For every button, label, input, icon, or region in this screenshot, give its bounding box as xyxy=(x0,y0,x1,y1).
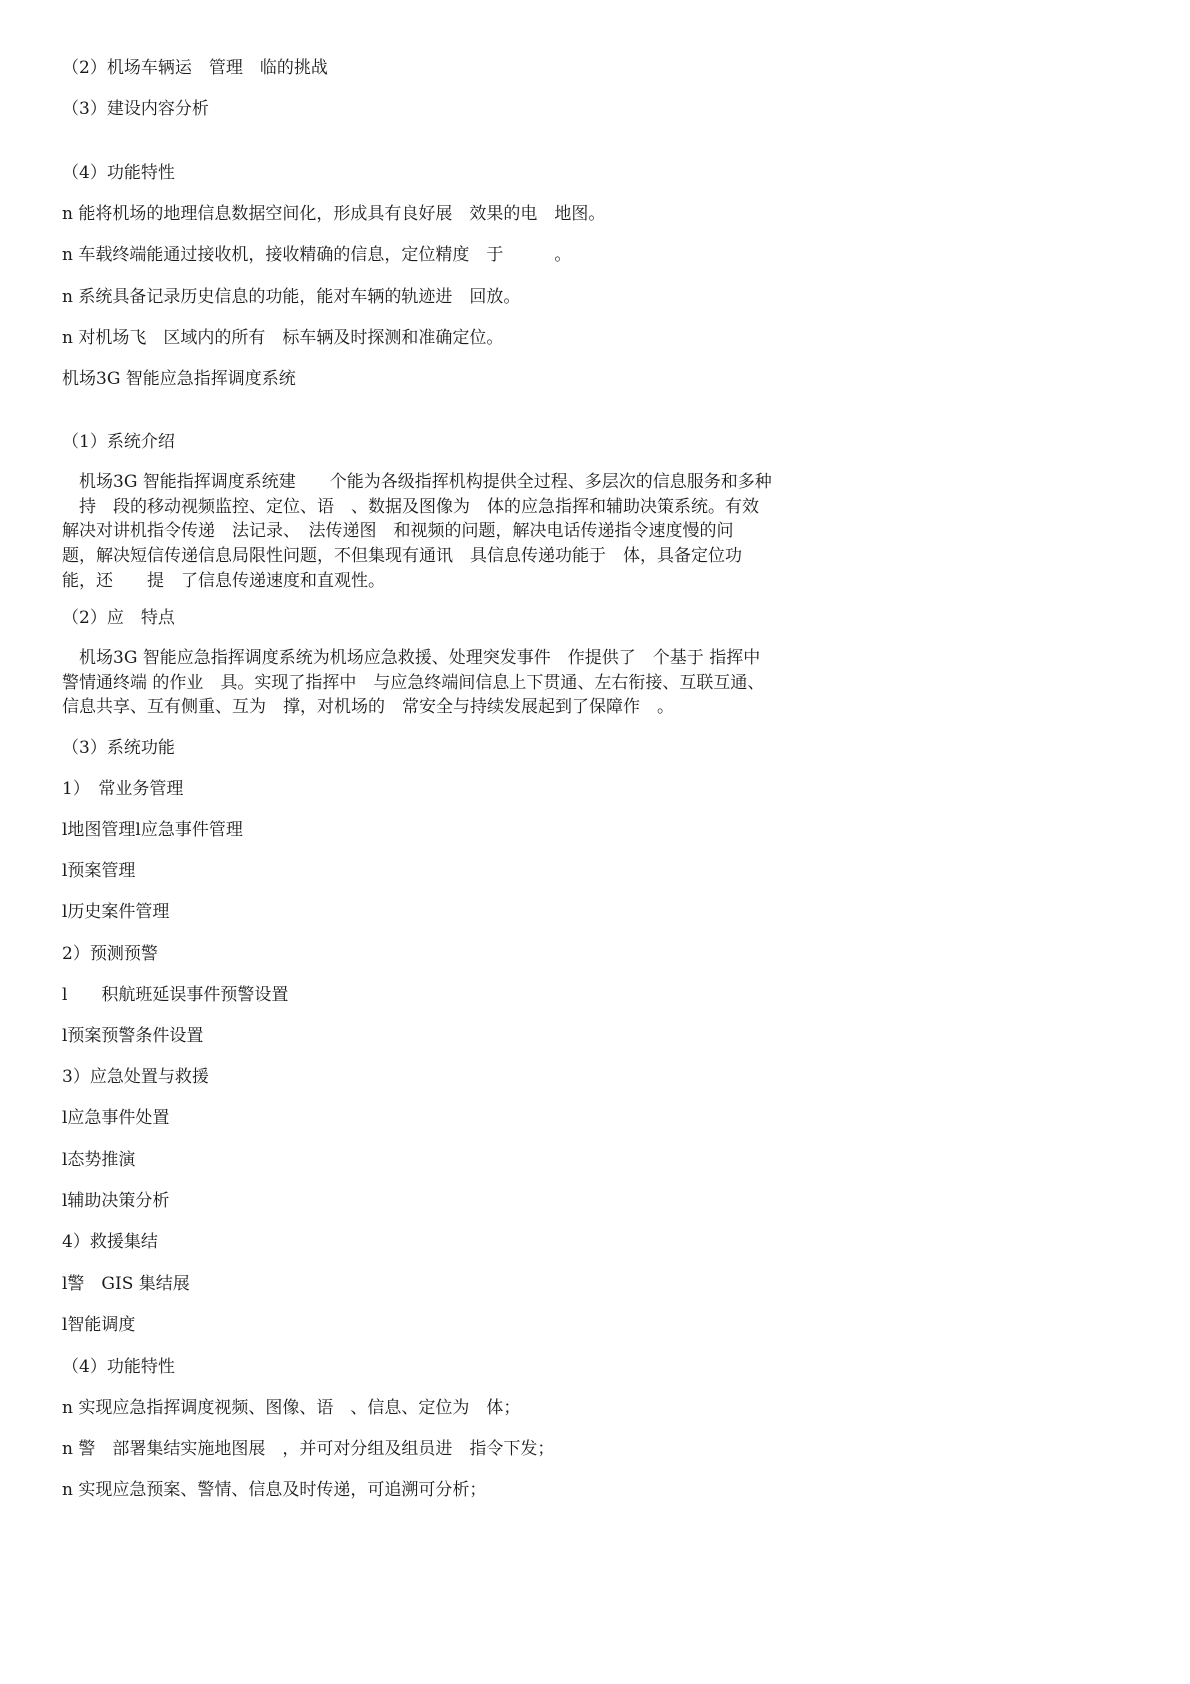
paragraph-line: 警情通终端 的作业 具。实现了指挥中 与应急终端间信息上下贯通、左右衔接、互联互通、 xyxy=(62,672,765,693)
heading-construction-analysis: （3）建设内容分析 xyxy=(62,99,209,119)
heading-features-2: （4）功能特性 xyxy=(62,1357,175,1377)
list-item: l应急事件处置 xyxy=(62,1108,170,1128)
bullet-item: n 实现应急预案、警情、信息及时传递，可追溯可分析； xyxy=(62,1480,487,1500)
list-item: 2）预测预警 xyxy=(62,944,158,964)
bullet-item: n 车载终端能通过接收机，接收精确的信息，定位精度 于 。 xyxy=(62,245,572,265)
intro-paragraph xyxy=(62,470,862,594)
heading-system-functions: （3）系统功能 xyxy=(62,738,175,758)
paragraph-line: 持 段的移动视频监控、定位、语 、数据及图像为 体的应急指挥和辅助决策系统。有效 xyxy=(62,496,759,517)
bullet-item: n 警 部署集结实施地图展 ，并可对分组及组员进 指令下发； xyxy=(62,1439,555,1459)
bullet-item: n 能将机场的地理信息数据空间化，形成具有良好展 效果的电 地图。 xyxy=(62,204,606,224)
list-item: l态势推演 xyxy=(62,1150,136,1170)
heading-application-features: （2）应 特点 xyxy=(62,608,175,628)
list-item: 4）救援集结 xyxy=(62,1232,158,1252)
list-item: l警 GIS 集结展 xyxy=(62,1274,190,1294)
heading-features-1: （4）功能特性 xyxy=(62,163,175,183)
list-item: l预案管理 xyxy=(62,861,136,881)
paragraph-line: 机场3G 智能指挥调度系统建 个能为各级指挥机构提供全过程、多层次的信息服务和多种 xyxy=(62,472,772,492)
section-title: 机场3G 智能应急指挥调度系统 xyxy=(62,369,296,389)
list-item: l历史案件管理 xyxy=(62,902,170,922)
list-item: l 积航班延误事件预警设置 xyxy=(62,985,289,1005)
bullet-item: n 系统具备记录历史信息的功能，能对车辆的轨迹进 回放。 xyxy=(62,287,521,307)
bullet-item: n 对机场飞 区域内的所有 标车辆及时探测和准确定位。 xyxy=(62,328,504,348)
list-item: l辅助决策分析 xyxy=(62,1191,170,1211)
list-item: 1） 常业务管理 xyxy=(62,779,184,799)
list-item: l预案预警条件设置 xyxy=(62,1026,204,1046)
heading-system-intro: （1）系统介绍 xyxy=(62,432,175,452)
paragraph-line: 解决对讲机指令传递 法记录、 法传递图 和视频的问题，解决电话传递指令速度慢的问 xyxy=(62,521,734,542)
paragraph-line: 能，还 提 了信息传递速度和直观性。 xyxy=(62,570,385,591)
paragraph-line: 题，解决短信传递信息局限性问题，不但集现有通讯 具信息传递功能于 体，具备定位功 xyxy=(62,546,742,567)
paragraph-line: 机场3G 智能应急指挥调度系统为机场应急救援、处理突发事件 作提供了 个基于 指挥中 xyxy=(62,648,761,668)
paragraph-line: 信息共享、互有侧重、互为 撑，对机场的 常安全与持续发展起到了保障作 。 xyxy=(62,697,674,718)
list-item: l地图管理l应急事件管理 xyxy=(62,820,243,840)
list-item: 3）应急处置与救援 xyxy=(62,1067,209,1087)
bullet-item: n 实现应急指挥调度视频、图像、语 、信息、定位为 体； xyxy=(62,1398,521,1418)
heading-vehicle-challenges: （2）机场车辆运 管理 临的挑战 xyxy=(62,58,328,78)
list-item: l智能调度 xyxy=(62,1315,136,1335)
feature-paragraph xyxy=(62,646,862,720)
